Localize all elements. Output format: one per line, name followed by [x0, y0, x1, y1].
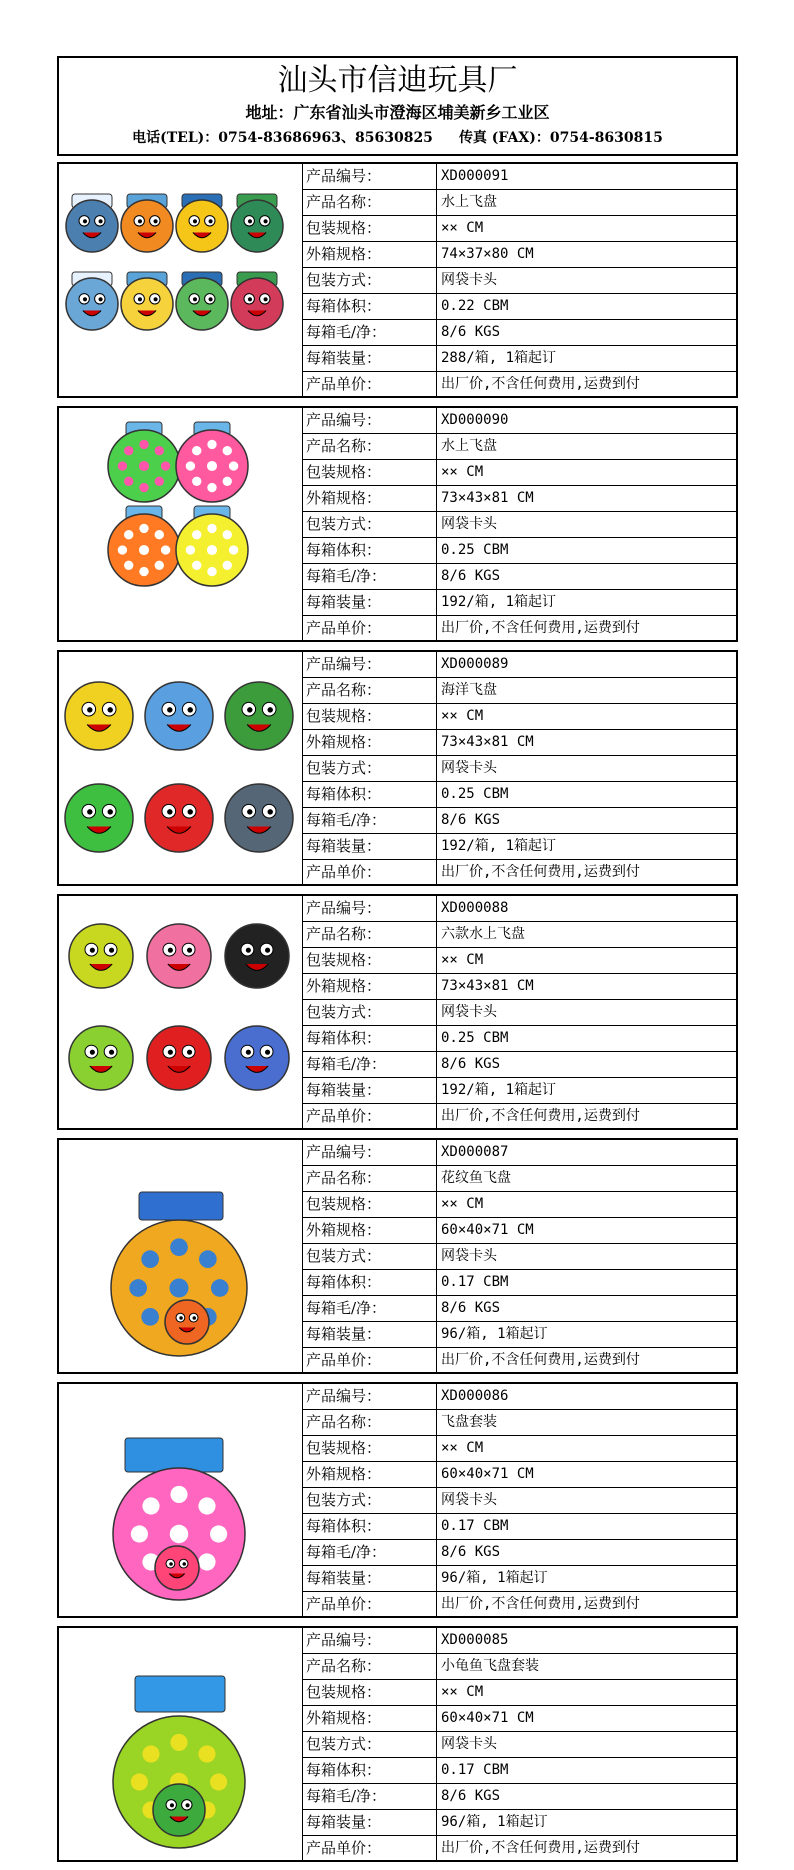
spec-value-volume: 0.22 CBM [441, 298, 509, 314]
spec-label-weight: 每箱毛/净： [303, 320, 437, 345]
spec-label-quantity: 每箱装量： [303, 1566, 437, 1591]
product-card [57, 162, 738, 398]
spec-value-quantity: 192/箱, 1箱起订 [441, 1082, 557, 1098]
spec-row-code [303, 1384, 736, 1410]
spec-label-price: 产品单价： [303, 1836, 437, 1860]
spec-label-weight: 每箱毛/净： [303, 1540, 437, 1565]
spec-label-volume: 每箱体积： [303, 538, 437, 563]
spec-row-quantity [303, 1810, 736, 1836]
spec-label-volume: 每箱体积： [303, 1270, 437, 1295]
spec-row-weight [303, 320, 736, 346]
spec-row-price [303, 1104, 736, 1128]
spec-label-volume: 每箱体积： [303, 1758, 437, 1783]
spec-value-pack-spec: ×× CM [441, 1684, 484, 1700]
spec-row-code [303, 652, 736, 678]
spec-label-weight: 每箱毛/净： [303, 1784, 437, 1809]
spec-value-weight: 8/6 KGS [441, 568, 501, 584]
spec-row-name [303, 190, 736, 216]
product-specs [303, 164, 736, 396]
spec-value-weight: 8/6 KGS [441, 1788, 501, 1804]
spec-label-pack-spec: 包装规格： [303, 948, 437, 973]
spec-row-pack-spec [303, 1436, 736, 1462]
spec-value-code: XD000086 [441, 1388, 509, 1404]
spec-row-volume [303, 1514, 736, 1540]
product-image [59, 652, 303, 884]
telephone: 电话(TEL)：0754-83686963、85630825 [132, 130, 433, 146]
spec-value-volume: 0.25 CBM [441, 786, 509, 802]
spec-row-carton-spec [303, 486, 736, 512]
product-list [57, 162, 738, 1870]
spec-row-weight [303, 1052, 736, 1078]
spec-row-pack-method [303, 1000, 736, 1026]
spec-value-carton-spec: 73×43×81 CM [441, 490, 534, 506]
spec-label-pack-spec: 包装规格： [303, 460, 437, 485]
spec-row-pack-method [303, 268, 736, 294]
spec-label-price: 产品单价： [303, 616, 437, 640]
spec-row-name [303, 1654, 736, 1680]
spec-row-carton-spec [303, 1218, 736, 1244]
eight-character-flying-discs-icon [59, 164, 302, 396]
spec-row-carton-spec [303, 730, 736, 756]
pink-fish-disc-set-icon [59, 1384, 302, 1616]
spec-row-volume [303, 1270, 736, 1296]
spec-label-carton-spec: 外箱规格： [303, 1706, 437, 1731]
spec-value-weight: 8/6 KGS [441, 812, 501, 828]
spec-label-name: 产品名称： [303, 190, 437, 215]
spec-row-pack-spec [303, 1192, 736, 1218]
spec-label-pack-spec: 包装规格： [303, 216, 437, 241]
spec-label-weight: 每箱毛/净： [303, 808, 437, 833]
spec-row-code [303, 408, 736, 434]
spec-row-weight [303, 564, 736, 590]
spec-row-code [303, 164, 736, 190]
spec-value-volume: 0.25 CBM [441, 1030, 509, 1046]
spec-label-pack-method: 包装方式： [303, 756, 437, 781]
spec-label-carton-spec: 外箱规格： [303, 486, 437, 511]
spec-label-weight: 每箱毛/净： [303, 564, 437, 589]
product-card [57, 894, 738, 1130]
spec-row-quantity [303, 1078, 736, 1104]
product-image [59, 408, 303, 640]
spec-value-pack-spec: ×× CM [441, 220, 484, 236]
spec-value-pack-method: 网袋卡头 [441, 516, 497, 532]
patterned-fish-disc-icon [59, 1140, 302, 1372]
spec-row-price [303, 1836, 736, 1860]
spec-value-name: 飞盘套装 [441, 1414, 497, 1430]
spec-label-pack-spec: 包装规格： [303, 1436, 437, 1461]
spec-row-code [303, 896, 736, 922]
spec-value-carton-spec: 73×43×81 CM [441, 734, 534, 750]
spec-row-volume [303, 294, 736, 320]
spec-label-pack-spec: 包装规格： [303, 1192, 437, 1217]
spec-value-weight: 8/6 KGS [441, 324, 501, 340]
spec-value-pack-spec: ×× CM [441, 464, 484, 480]
spec-row-code [303, 1628, 736, 1654]
spec-value-code: XD000087 [441, 1144, 509, 1160]
spec-row-price [303, 616, 736, 640]
turtle-fish-disc-set-icon [59, 1628, 302, 1860]
spec-row-pack-method [303, 1732, 736, 1758]
spec-value-name: 水上飞盘 [441, 194, 497, 210]
spec-row-weight [303, 1296, 736, 1322]
spec-row-pack-spec [303, 1680, 736, 1706]
fax: 传真 (FAX)：0754-8630815 [458, 130, 663, 146]
spec-row-price [303, 1592, 736, 1616]
spec-value-code: XD000089 [441, 656, 509, 672]
spec-label-name: 产品名称： [303, 434, 437, 459]
spec-value-pack-spec: ×× CM [441, 1440, 484, 1456]
six-animal-discs-icon [59, 896, 302, 1128]
spec-row-carton-spec [303, 1462, 736, 1488]
company-name: 汕头市信迪玩具厂 [277, 63, 518, 98]
spec-value-pack-method: 网袋卡头 [441, 1004, 497, 1020]
spec-value-carton-spec: 73×43×81 CM [441, 978, 534, 994]
company-header [57, 56, 738, 156]
product-image [59, 1140, 303, 1372]
spec-value-pack-method: 网袋卡头 [441, 1248, 497, 1264]
spec-label-price: 产品单价： [303, 1104, 437, 1128]
four-spotted-flying-discs-icon [59, 408, 302, 640]
spec-row-volume [303, 782, 736, 808]
spec-value-name: 花纹鱼飞盘 [441, 1170, 511, 1186]
spec-value-price: 出厂价,不含任何费用,运费到付 [441, 1596, 640, 1612]
spec-label-carton-spec: 外箱规格： [303, 1462, 437, 1487]
product-card [57, 1626, 738, 1862]
spec-value-carton-spec: 60×40×71 CM [441, 1710, 534, 1726]
spec-value-pack-method: 网袋卡头 [441, 760, 497, 776]
spec-row-quantity [303, 590, 736, 616]
spec-label-volume: 每箱体积： [303, 782, 437, 807]
spec-row-volume [303, 1026, 736, 1052]
product-specs [303, 1628, 736, 1860]
spec-row-pack-spec [303, 704, 736, 730]
spec-value-price: 出厂价,不含任何费用,运费到付 [441, 864, 640, 880]
spec-label-pack-spec: 包装规格： [303, 704, 437, 729]
spec-label-code: 产品编号： [303, 896, 437, 921]
spec-row-pack-spec [303, 216, 736, 242]
spec-row-name [303, 434, 736, 460]
spec-label-name: 产品名称： [303, 1654, 437, 1679]
spec-value-carton-spec: 74×37×80 CM [441, 246, 534, 262]
spec-label-quantity: 每箱装量： [303, 590, 437, 615]
spec-row-pack-method [303, 1488, 736, 1514]
company-address: 地址：广东省汕头市澄海区埔美新乡工业区 [245, 103, 550, 122]
spec-value-pack-spec: ×× CM [441, 708, 484, 724]
spec-row-price [303, 860, 736, 884]
spec-value-pack-method: 网袋卡头 [441, 272, 497, 288]
product-image [59, 1628, 303, 1860]
spec-label-carton-spec: 外箱规格： [303, 242, 437, 267]
spec-label-code: 产品编号： [303, 1140, 437, 1165]
spec-value-price: 出厂价,不含任何费用,运费到付 [441, 1840, 640, 1856]
product-specs [303, 1140, 736, 1372]
spec-value-code: XD000085 [441, 1632, 509, 1648]
spec-label-weight: 每箱毛/净： [303, 1296, 437, 1321]
spec-label-price: 产品单价： [303, 1348, 437, 1372]
spec-value-price: 出厂价,不含任何费用,运费到付 [441, 1108, 640, 1124]
spec-value-quantity: 192/箱, 1箱起订 [441, 838, 557, 854]
spec-label-quantity: 每箱装量： [303, 1078, 437, 1103]
spec-label-volume: 每箱体积： [303, 294, 437, 319]
spec-label-pack-method: 包装方式： [303, 512, 437, 537]
spec-label-carton-spec: 外箱规格： [303, 1218, 437, 1243]
spec-value-volume: 0.17 CBM [441, 1762, 509, 1778]
spec-row-code [303, 1140, 736, 1166]
spec-label-quantity: 每箱装量： [303, 1810, 437, 1835]
product-specs [303, 408, 736, 640]
spec-row-carton-spec [303, 1706, 736, 1732]
spec-label-name: 产品名称： [303, 678, 437, 703]
spec-label-pack-method: 包装方式： [303, 1000, 437, 1025]
spec-row-weight [303, 1540, 736, 1566]
spec-value-quantity: 96/箱, 1箱起订 [441, 1814, 548, 1830]
spec-label-code: 产品编号： [303, 164, 437, 189]
product-image [59, 1384, 303, 1616]
spec-row-carton-spec [303, 242, 736, 268]
product-image [59, 896, 303, 1128]
product-specs [303, 1384, 736, 1616]
spec-value-weight: 8/6 KGS [441, 1544, 501, 1560]
spec-label-name: 产品名称： [303, 1166, 437, 1191]
spec-value-name: 海洋飞盘 [441, 682, 497, 698]
six-sea-animal-discs-icon [59, 652, 302, 884]
spec-label-volume: 每箱体积： [303, 1514, 437, 1539]
spec-label-carton-spec: 外箱规格： [303, 974, 437, 999]
spec-row-quantity [303, 834, 736, 860]
spec-label-quantity: 每箱装量： [303, 1322, 437, 1347]
spec-row-pack-method [303, 512, 736, 538]
spec-label-pack-method: 包装方式： [303, 1244, 437, 1269]
spec-label-pack-method: 包装方式： [303, 1488, 437, 1513]
spec-label-pack-method: 包装方式： [303, 1732, 437, 1757]
spec-row-weight [303, 1784, 736, 1810]
spec-row-price [303, 1348, 736, 1372]
spec-value-code: XD000088 [441, 900, 509, 916]
spec-row-name [303, 1166, 736, 1192]
spec-label-name: 产品名称： [303, 1410, 437, 1435]
spec-value-pack-spec: ×× CM [441, 1196, 484, 1212]
spec-value-weight: 8/6 KGS [441, 1056, 501, 1072]
spec-label-pack-spec: 包装规格： [303, 1680, 437, 1705]
spec-value-quantity: 288/箱, 1箱起订 [441, 350, 557, 366]
spec-value-pack-spec: ×× CM [441, 952, 484, 968]
spec-value-name: 小龟鱼飞盘套装 [441, 1658, 539, 1674]
spec-row-quantity [303, 1322, 736, 1348]
product-card [57, 406, 738, 642]
spec-row-name [303, 678, 736, 704]
spec-value-pack-method: 网袋卡头 [441, 1492, 497, 1508]
spec-value-pack-method: 网袋卡头 [441, 1736, 497, 1752]
spec-row-quantity [303, 346, 736, 372]
spec-row-volume [303, 538, 736, 564]
spec-label-carton-spec: 外箱规格： [303, 730, 437, 755]
product-card [57, 1382, 738, 1618]
spec-label-name: 产品名称： [303, 922, 437, 947]
spec-label-price: 产品单价： [303, 372, 437, 396]
contact-line [59, 129, 736, 147]
spec-label-quantity: 每箱装量： [303, 834, 437, 859]
spec-value-name: 水上飞盘 [441, 438, 497, 454]
spec-row-pack-spec [303, 948, 736, 974]
spec-value-quantity: 96/箱, 1箱起订 [441, 1326, 548, 1342]
spec-row-price [303, 372, 736, 396]
spec-value-price: 出厂价,不含任何费用,运费到付 [441, 1352, 640, 1368]
spec-value-weight: 8/6 KGS [441, 1300, 501, 1316]
spec-label-price: 产品单价： [303, 860, 437, 884]
spec-value-price: 出厂价,不含任何费用,运费到付 [441, 376, 640, 392]
spec-value-carton-spec: 60×40×71 CM [441, 1222, 534, 1238]
spec-row-pack-method [303, 1244, 736, 1270]
spec-value-quantity: 96/箱, 1箱起订 [441, 1570, 548, 1586]
spec-label-pack-method: 包装方式： [303, 268, 437, 293]
spec-value-name: 六款水上飞盘 [441, 926, 525, 942]
spec-label-code: 产品编号： [303, 408, 437, 433]
spec-row-quantity [303, 1566, 736, 1592]
spec-row-name [303, 922, 736, 948]
spec-row-volume [303, 1758, 736, 1784]
spec-label-code: 产品编号： [303, 1628, 437, 1653]
product-specs [303, 896, 736, 1128]
spec-value-quantity: 192/箱, 1箱起订 [441, 594, 557, 610]
product-image [59, 164, 303, 396]
spec-label-price: 产品单价： [303, 1592, 437, 1616]
spec-row-name [303, 1410, 736, 1436]
spec-label-quantity: 每箱装量： [303, 346, 437, 371]
spec-value-price: 出厂价,不含任何费用,运费到付 [441, 620, 640, 636]
spec-value-code: XD000091 [441, 168, 509, 184]
spec-value-volume: 0.17 CBM [441, 1518, 509, 1534]
product-specs [303, 652, 736, 884]
spec-label-volume: 每箱体积： [303, 1026, 437, 1051]
product-card [57, 1138, 738, 1374]
spec-row-weight [303, 808, 736, 834]
spec-label-weight: 每箱毛/净： [303, 1052, 437, 1077]
spec-value-code: XD000090 [441, 412, 509, 428]
spec-row-carton-spec [303, 974, 736, 1000]
spec-row-pack-spec [303, 460, 736, 486]
spec-label-code: 产品编号： [303, 652, 437, 677]
spec-row-pack-method [303, 756, 736, 782]
spec-value-volume: 0.25 CBM [441, 542, 509, 558]
spec-value-carton-spec: 60×40×71 CM [441, 1466, 534, 1482]
product-card [57, 650, 738, 886]
spec-value-volume: 0.17 CBM [441, 1274, 509, 1290]
spec-label-code: 产品编号： [303, 1384, 437, 1409]
